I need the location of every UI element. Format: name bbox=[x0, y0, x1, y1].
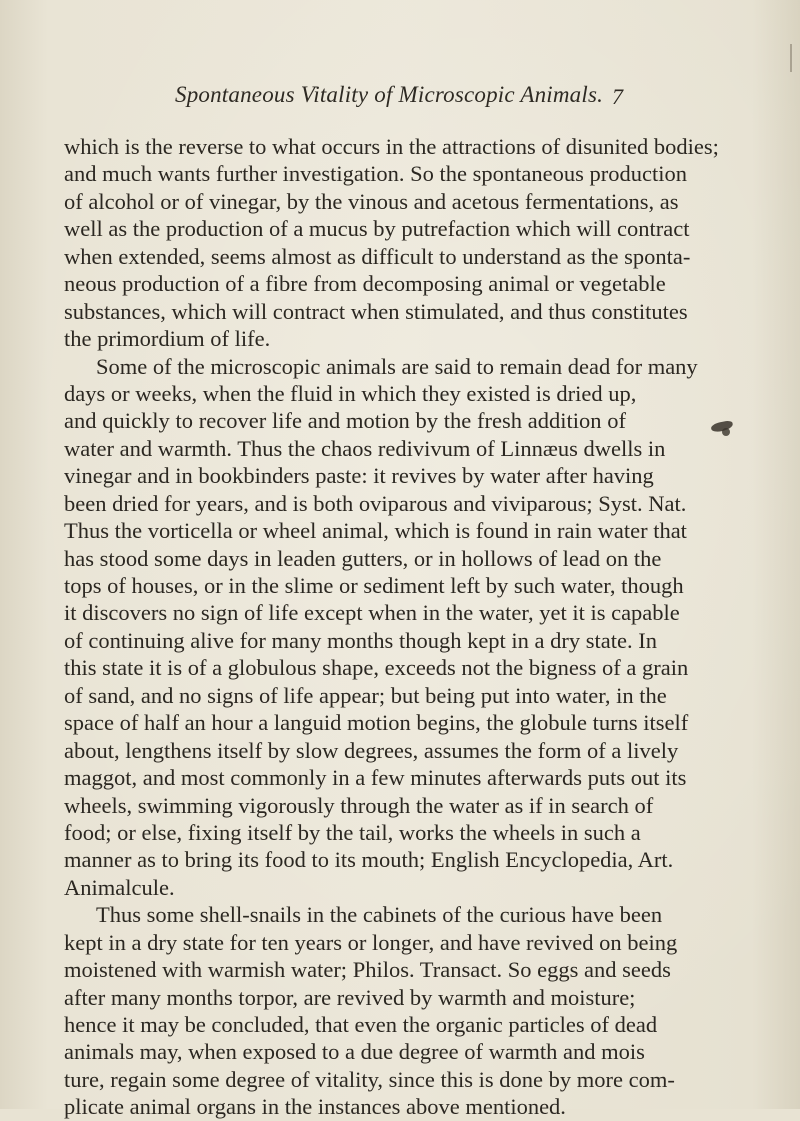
text-line: when extended, seems almost as difficult to understand as the sponta- bbox=[64, 243, 691, 269]
page-edge-mark bbox=[790, 44, 792, 72]
text-line: has stood some days in leaden gutters, or in hollows of lead on the bbox=[64, 545, 662, 571]
text-line: kept in a dry state for ten years or longer, and have revived on being bbox=[64, 929, 678, 955]
text-line: substances, which will contract when stimulated, and thus constitutes bbox=[64, 298, 688, 324]
text-line: Thus the vorticella or wheel animal, which is found in rain water that bbox=[64, 518, 687, 544]
text-line: well as the production of a mucus by putrefaction which will contract bbox=[64, 216, 690, 242]
text-line: the primordium of life. bbox=[64, 326, 271, 352]
text-line: tops of houses, or in the slime or sediment left by such water, though bbox=[64, 573, 684, 598]
text-line: hence it may be concluded, that even the organic particles of dead bbox=[64, 1012, 658, 1037]
text-line: vinegar and in bookbinders paste: it revives by water after having bbox=[64, 463, 654, 489]
text-line: after many months torpor, are revived by warmth and moisture; bbox=[64, 984, 636, 1010]
text-line: and quickly to recover life and motion by the fresh addition of bbox=[64, 408, 626, 434]
text-line: been dried for years, and is both oviparous and viviparous; Syst. Nat. bbox=[64, 490, 687, 516]
text-line: it discovers no sign of life except when in the water, yet it is capable bbox=[64, 600, 680, 626]
text-line: wheels, swimming vigorously through the water as if in search of bbox=[64, 792, 654, 818]
text-line: food; or else, fixing itself by the tail, works the wheels in such a bbox=[64, 819, 641, 845]
text-line: of sand, and no signs of life appear; but being put into water, in the bbox=[64, 682, 667, 708]
paragraph-start-line: Some of the microscopic animals are said to remain dead for many bbox=[96, 353, 698, 379]
paragraph-start-line: Thus some shell-snails in the cabinets of the curious have been bbox=[96, 902, 663, 928]
running-title: Spontaneous Vitality of Microscopic Animals. bbox=[175, 82, 604, 107]
text-line: this state it is of a globulous shape, exceeds not the bigness of a grain bbox=[64, 655, 689, 681]
text-line: water and warmth. Thus the chaos redivivum of Linnæus dwells in bbox=[64, 435, 666, 461]
text-line: manner as to bring its food to its mouth; English Encyclopedia, Art. bbox=[64, 847, 674, 873]
text-line: plicate animal organs in the instances above mentioned. bbox=[64, 1094, 566, 1120]
text-line: ture, regain some degree of vitality, since this is done by more com- bbox=[64, 1066, 675, 1092]
text-line: days or weeks, when the fluid in which they existed is dried up, bbox=[64, 380, 637, 406]
text-line: animals may, when exposed to a due degree of warmth and mois bbox=[64, 1039, 645, 1065]
ink-stain-drop bbox=[722, 428, 730, 436]
text-line: maggot, and most commonly in a few minutes afterwards puts out its bbox=[64, 765, 687, 791]
text-line: of continuing alive for many months though kept in a dry state. In bbox=[64, 627, 658, 653]
text-line: neous production of a fibre from decomposing animal or vegetable bbox=[64, 271, 666, 297]
text-line: of alcohol or of vinegar, by the vinous and acetous fermentations, as bbox=[64, 188, 679, 214]
text-line: Animalcule. bbox=[64, 874, 175, 900]
text-line: space of half an hour a languid motion begins, the globule turns itself bbox=[64, 710, 689, 736]
text-line: about, lengthens itself by slow degrees, assumes the form of a lively bbox=[64, 737, 679, 763]
body-text bbox=[64, 133, 719, 1121]
page-number: 7 bbox=[612, 84, 623, 109]
text-line: which is the reverse to what occurs in the attractions of disunited bodies; bbox=[64, 134, 719, 159]
text-line: and much wants further investigation. So the spontaneous production bbox=[64, 161, 688, 187]
text-line: moistened with warmish water; Philos. Transact. So eggs and seeds bbox=[64, 957, 671, 983]
